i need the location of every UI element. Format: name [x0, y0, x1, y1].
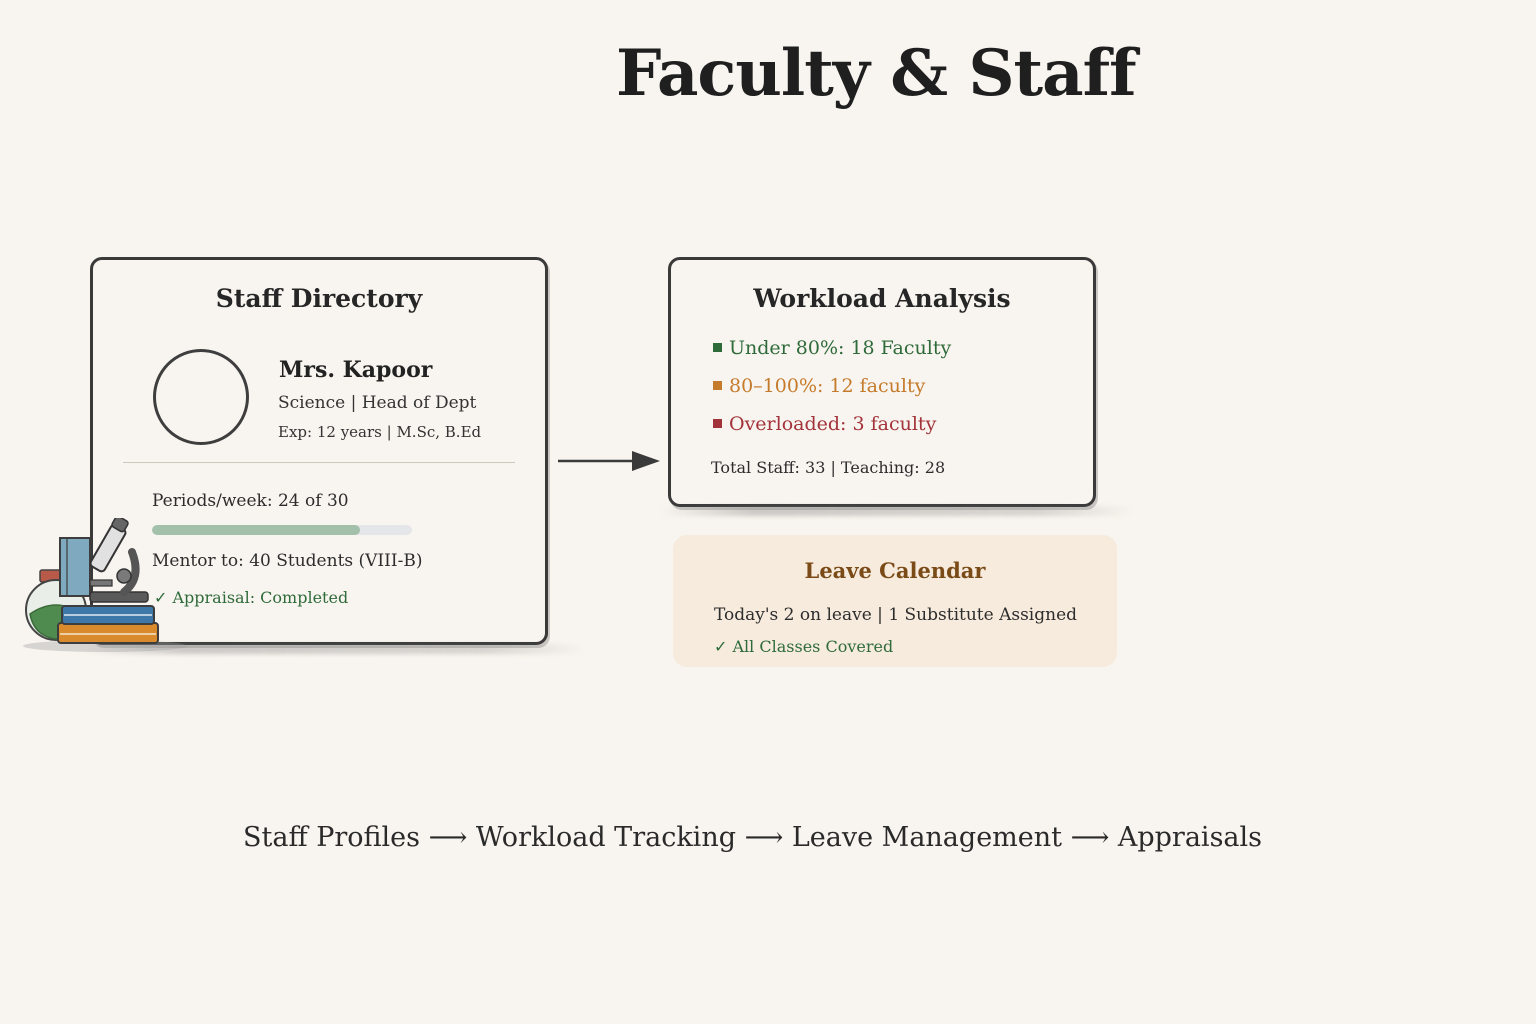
leave-status: Today's 2 on leave | 1 Substitute Assigned — [714, 605, 1078, 625]
workload-under-80-label: Under 80%: 18 Faculty — [729, 337, 952, 359]
workload-80-100-label: 80–100%: 12 faculty — [729, 375, 926, 397]
staff-totals: Total Staff: 33 | Teaching: 28 — [711, 458, 946, 477]
workload-overloaded-label: Overloaded: 3 faculty — [729, 413, 937, 435]
science-books-microscope-icon — [20, 518, 190, 654]
appraisal-status: ✓ Appraisal: Completed — [154, 588, 349, 607]
classes-covered-status: ✓ All Classes Covered — [714, 637, 894, 656]
divider — [123, 462, 515, 463]
workload-analysis-card — [668, 257, 1096, 507]
periods-label: Periods/week: 24 of 30 — [152, 491, 349, 511]
orange-square-icon — [713, 381, 722, 390]
leave-calendar-title: Leave Calendar — [804, 558, 986, 583]
workflow-steps: Staff Profiles ⟶ Workload Tracking ⟶ Leave Management ⟶ Appraisals — [243, 822, 1263, 853]
avatar — [153, 349, 249, 445]
workload-80-100 — [713, 375, 925, 397]
leave-calendar-card — [673, 535, 1117, 667]
green-square-icon — [713, 343, 722, 352]
page-title: Faculty & Staff — [616, 36, 1136, 111]
arrow-right-icon — [556, 448, 664, 474]
staff-directory-title: Staff Directory — [215, 284, 423, 313]
red-square-icon — [713, 419, 722, 428]
periods-progress-bar — [152, 525, 412, 535]
staff-role: Science | Head of Dept — [278, 393, 477, 413]
mentor-label: Mentor to: 40 Students (VIII-B) — [152, 551, 423, 571]
workload-under-80 — [713, 337, 951, 359]
staff-experience: Exp: 12 years | M.Sc, B.Ed — [278, 423, 482, 441]
staff-name: Mrs. Kapoor — [279, 357, 433, 383]
workload-overloaded — [713, 413, 936, 435]
workload-analysis-title: Workload Analysis — [753, 284, 1011, 313]
